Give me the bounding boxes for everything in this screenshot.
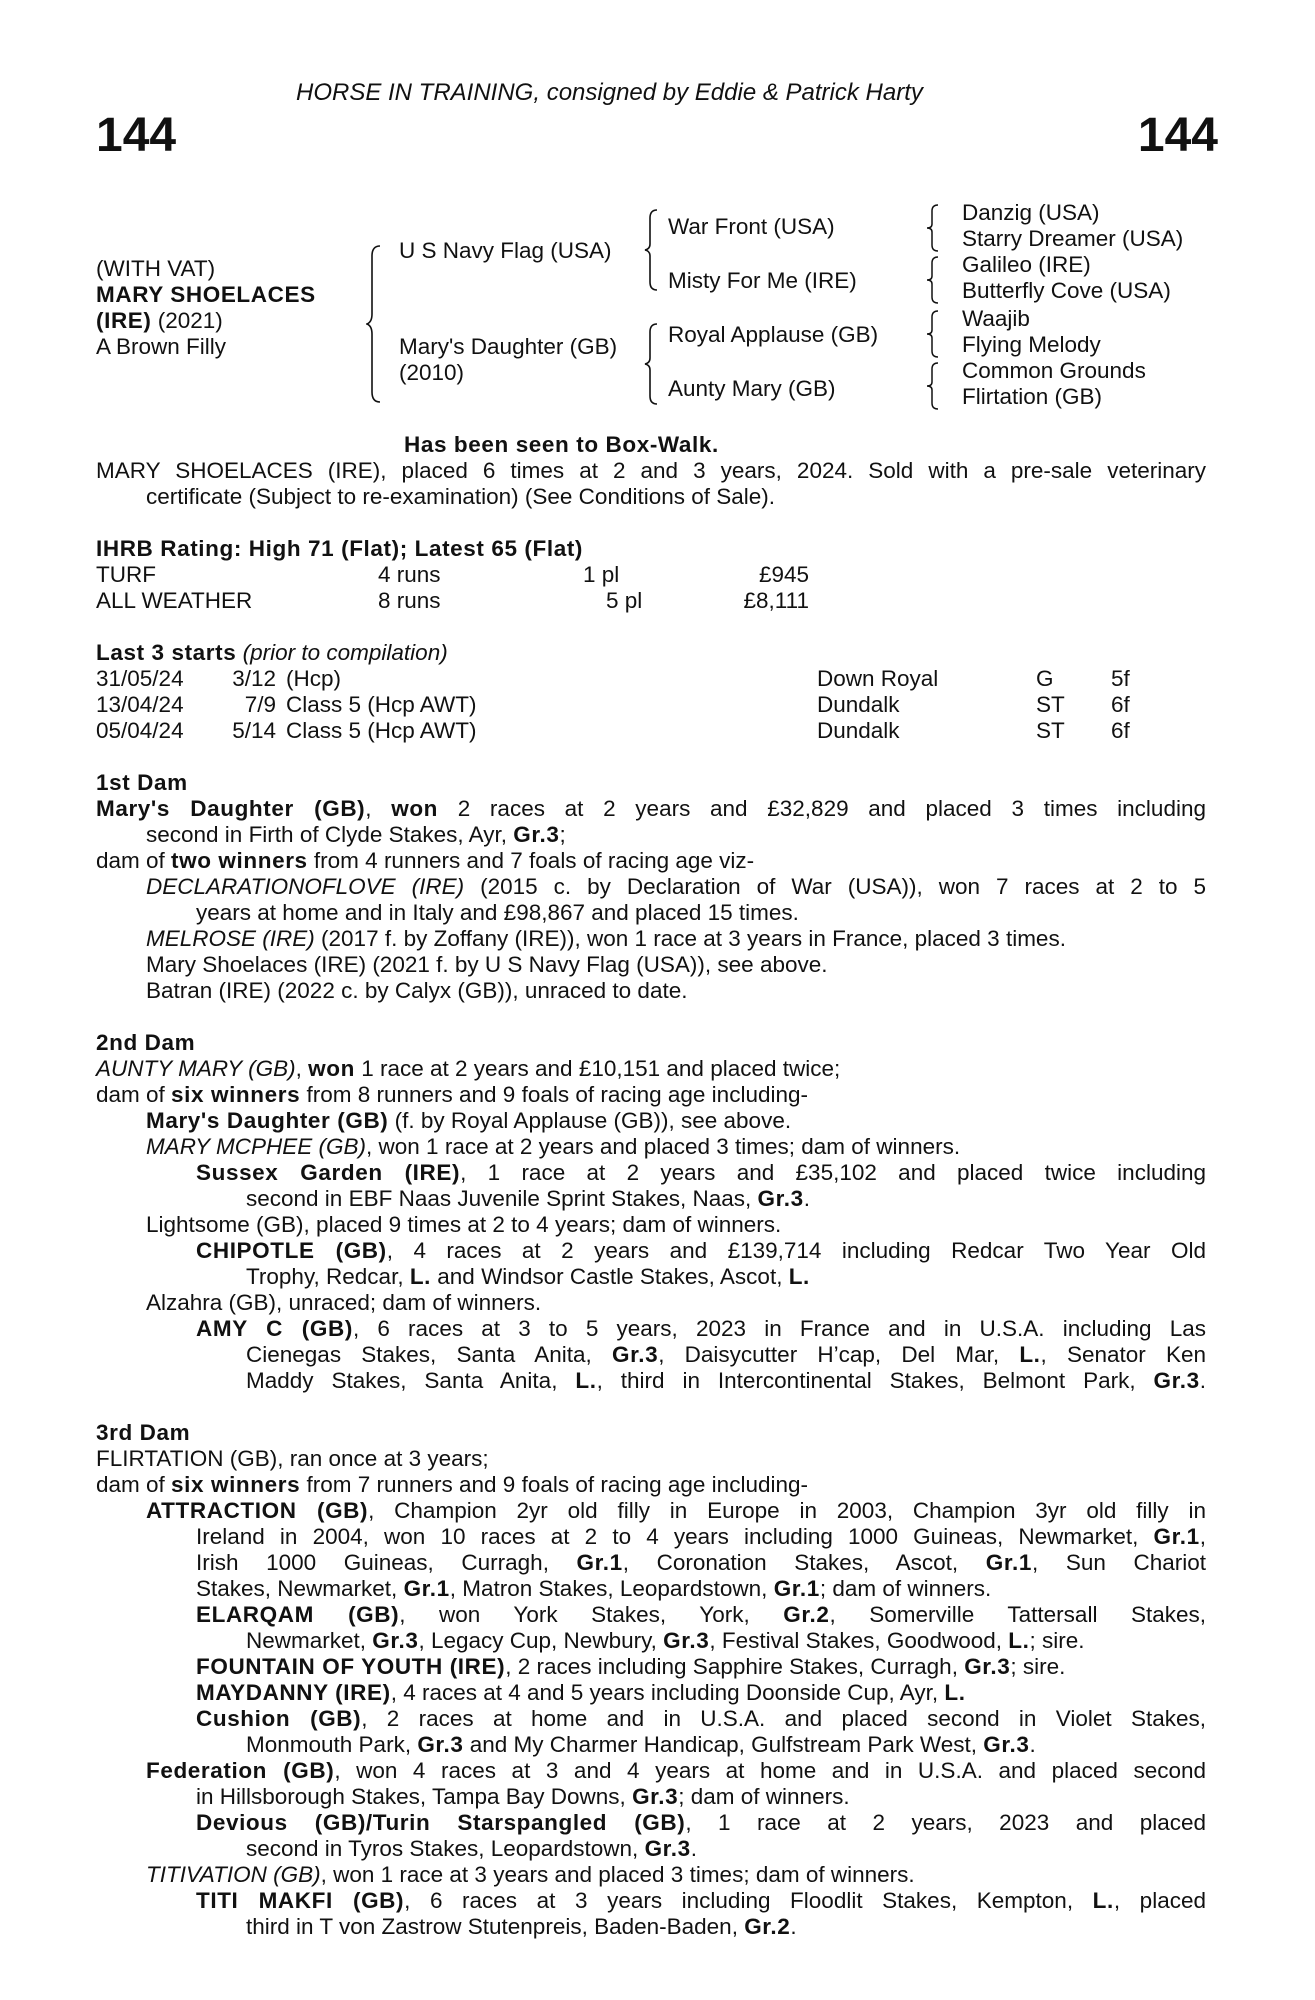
first-dam-line: Mary's Daughter (GB), won 2 races at 2 years and £32,829 and placed 3 times including <box>96 796 1206 821</box>
horse-name: MARY SHOELACES <box>96 282 316 307</box>
brace-2b <box>644 322 662 406</box>
second-dam-line: AUNTY MARY (GB), won 1 race at 2 years and £10,151 and placed twice; <box>96 1056 841 1081</box>
third-dam-line: TITI MAKFI (GB), 6 races at 3 years including Floodlit Stakes, Kempton, L., placed <box>196 1888 1206 1913</box>
third-dam-line: Cushion (GB), 2 races at home and in U.S.A. and placed second in Violet Stakes, <box>196 1706 1206 1731</box>
third-dam-line: Stakes, Newmarket, Gr.1, Matron Stakes, Leopardstown, Gr.1; dam of winners. <box>196 1576 992 1601</box>
sire: U S Navy Flag (USA) <box>399 238 612 263</box>
sire-dam: Misty For Me (IRE) <box>668 268 857 293</box>
third-dam-line: TITIVATION (GB), won 1 race at 3 years and placed 3 times; dam of winners. <box>146 1862 915 1887</box>
dam-year: (2010) <box>399 360 465 385</box>
first-dam-line: second in Firth of Clyde Stakes, Ayr, Gr.3; <box>146 822 566 847</box>
horse-origin: (IRE) (2021) <box>96 308 223 333</box>
lot-number-left: 144 <box>96 109 177 162</box>
boxwalk-notice: Has been seen to Box-Walk. <box>404 432 719 457</box>
first-dam-line: MELROSE (IRE) (2017 f. by Zoffany (IRE)), won 1 race at 3 years in France, placed 3 times. <box>146 926 1066 951</box>
third-dam-line: Irish 1000 Guineas, Curragh, Gr.1, Coronation Stakes, Ascot, Gr.1, Sun Chariot <box>196 1550 1206 1575</box>
starts-title: Last 3 starts (prior to compilation) <box>96 640 448 665</box>
lot-number-right: 144 <box>1137 109 1218 162</box>
third-dam-line: Ireland in 2004, won 10 races at 2 to 4 years including 1000 Guineas, Newmarket, Gr.1, <box>196 1524 1206 1549</box>
start-row: 13/04/24 7/9 Class 5 (Hcp AWT) Dundalk ST 6f <box>96 692 1130 717</box>
second-dam-line: Maddy Stakes, Santa Anita, L., third in Intercontinental Stakes, Belmont Park, Gr.3. <box>246 1368 1206 1393</box>
vat-label: (WITH VAT) <box>96 256 216 281</box>
ssd: Starry Dreamer (USA) <box>962 226 1184 251</box>
second-dam-line: MARY MCPHEE (GB), won 1 race at 2 years and placed 3 times; dam of winners. <box>146 1134 961 1159</box>
dam-dam: Aunty Mary (GB) <box>668 376 836 401</box>
third-dam-line: dam of six winners from 7 runners and 9 foals of racing age including- <box>96 1472 808 1497</box>
second-dam-line: Mary's Daughter (GB) (f. by Royal Applause (GB)), see above. <box>146 1108 792 1133</box>
third-dam-line: third in T von Zastrow Stutenpreis, Baden-Baden, Gr.2. <box>246 1914 797 1939</box>
brace-3b <box>926 256 942 304</box>
dam: Mary's Daughter (GB) <box>399 334 618 359</box>
third-dam-line: in Hillsborough Stakes, Tampa Bay Downs, Gr.3; dam of winners. <box>196 1784 850 1809</box>
brace-2a <box>644 208 662 292</box>
third-dam-line: Devious (GB)/Turin Starspangled (GB), 1 race at 2 years, 2023 and placed <box>196 1810 1206 1835</box>
third-dam-line: ATTRACTION (GB), Champion 2yr old filly in Europe in 2003, Champion 3yr old filly in <box>146 1498 1206 1523</box>
dam-sire: Royal Applause (GB) <box>668 322 879 347</box>
first-dam-line: Batran (IRE) (2022 c. by Calyx (GB)), unraced to date. <box>146 978 688 1003</box>
second-dam-line: AMY C (GB), 6 races at 3 to 5 years, 2023 in France and in U.S.A. including Las <box>196 1316 1206 1341</box>
second-dam-line: second in EBF Naas Juvenile Sprint Stakes, Naas, Gr.3. <box>246 1186 810 1211</box>
second-dam-line: dam of six winners from 8 runners and 9 foals of racing age including- <box>96 1082 808 1107</box>
third-dam-line: Federation (GB), won 4 races at 3 and 4 years at home and in U.S.A. and placed second <box>146 1758 1206 1783</box>
third-dam-line: Newmarket, Gr.3, Legacy Cup, Newbury, Gr.3, Festival Stakes, Goodwood, L.; sire. <box>246 1628 1085 1653</box>
third-dam-line: ELARQAM (GB), won York Stakes, York, Gr.2, Somerville Tattersall Stakes, <box>196 1602 1206 1627</box>
rating-title: IHRB Rating: High 71 (Flat); Latest 65 (Flat) <box>96 536 584 561</box>
second-dam-line: Sussex Garden (IRE), 1 race at 2 years and £35,102 and placed twice including <box>196 1160 1206 1185</box>
third-dam-line: FLIRTATION (GB), ran once at 3 years; <box>96 1446 489 1471</box>
dsd: Flying Melody <box>962 332 1101 357</box>
consignor-header: HORSE IN TRAINING, consigned by Eddie & Patrick Harty <box>296 79 923 106</box>
first-dam-line: Mary Shoelaces (IRE) (2021 f. by U S Navy Flag (USA)), see above. <box>146 952 828 977</box>
first-dam-line: years at home and in Italy and £98,867 and placed 15 times. <box>196 900 799 925</box>
third-dam-heading: 3rd Dam <box>96 1420 191 1445</box>
second-dam-line: Lightsome (GB), placed 9 times at 2 to 4 years; dam of winners. <box>146 1212 782 1237</box>
sss: Danzig (USA) <box>962 200 1100 225</box>
third-dam-line: MAYDANNY (IRE), 4 races at 4 and 5 years including Doonside Cup, Ayr, L. <box>196 1680 966 1705</box>
sdd: Butterfly Cove (USA) <box>962 278 1171 303</box>
start-row: 05/04/24 5/14 Class 5 (Hcp AWT) Dundalk ST 6f <box>96 718 1130 743</box>
rating-row: TURF 4 runs 1 pl £945 <box>96 562 809 587</box>
second-dam-line: Cienegas Stakes, Santa Anita, Gr.3, Daisycutter H’cap, Del Mar, L., Senator Ken <box>246 1342 1206 1367</box>
sire-sire: War Front (USA) <box>668 214 835 239</box>
start-row: 31/05/24 3/12 (Hcp) Down Royal G 5f <box>96 666 1130 691</box>
summary-line-1: MARY SHOELACES (IRE), placed 6 times at 2 and 3 years, 2024. Sold with a pre-sale veterinary <box>96 458 1206 483</box>
brace-3d <box>926 362 942 410</box>
first-dam-line: dam of two winners from 4 runners and 7 foals of racing age viz- <box>96 848 755 873</box>
rating-row: ALL WEATHER 8 runs 5 pl £8,111 <box>96 588 809 613</box>
horse-description: A Brown Filly <box>96 334 227 359</box>
third-dam-line: FOUNTAIN OF YOUTH (IRE), 2 races including Sapphire Stakes, Curragh, Gr.3; sire. <box>196 1654 1066 1679</box>
first-dam-heading: 1st Dam <box>96 770 188 795</box>
brace-3a <box>926 204 942 252</box>
second-dam-line: Trophy, Redcar, L. and Windsor Castle Stakes, Ascot, L. <box>246 1264 810 1289</box>
brace-1 <box>366 244 386 404</box>
brace-3c <box>926 310 942 358</box>
third-dam-line: Monmouth Park, Gr.3 and My Charmer Handicap, Gulfstream Park West, Gr.3. <box>246 1732 1036 1757</box>
dss: Waajib <box>962 306 1030 331</box>
summary-line-2: certificate (Subject to re-examination) (See Conditions of Sale). <box>146 484 776 509</box>
second-dam-line: Alzahra (GB), unraced; dam of winners. <box>146 1290 542 1315</box>
first-dam-line: DECLARATIONOFLOVE (IRE) (2015 c. by Declaration of War (USA)), won 7 races at 2 to 5 <box>146 874 1206 899</box>
second-dam-heading: 2nd Dam <box>96 1030 196 1055</box>
second-dam-line: CHIPOTLE (GB), 4 races at 2 years and £139,714 including Redcar Two Year Old <box>196 1238 1206 1263</box>
dds: Common Grounds <box>962 358 1146 383</box>
third-dam-line: second in Tyros Stakes, Leopardstown, Gr.3. <box>246 1836 698 1861</box>
sds: Galileo (IRE) <box>962 252 1091 277</box>
ddd: Flirtation (GB) <box>962 384 1103 409</box>
